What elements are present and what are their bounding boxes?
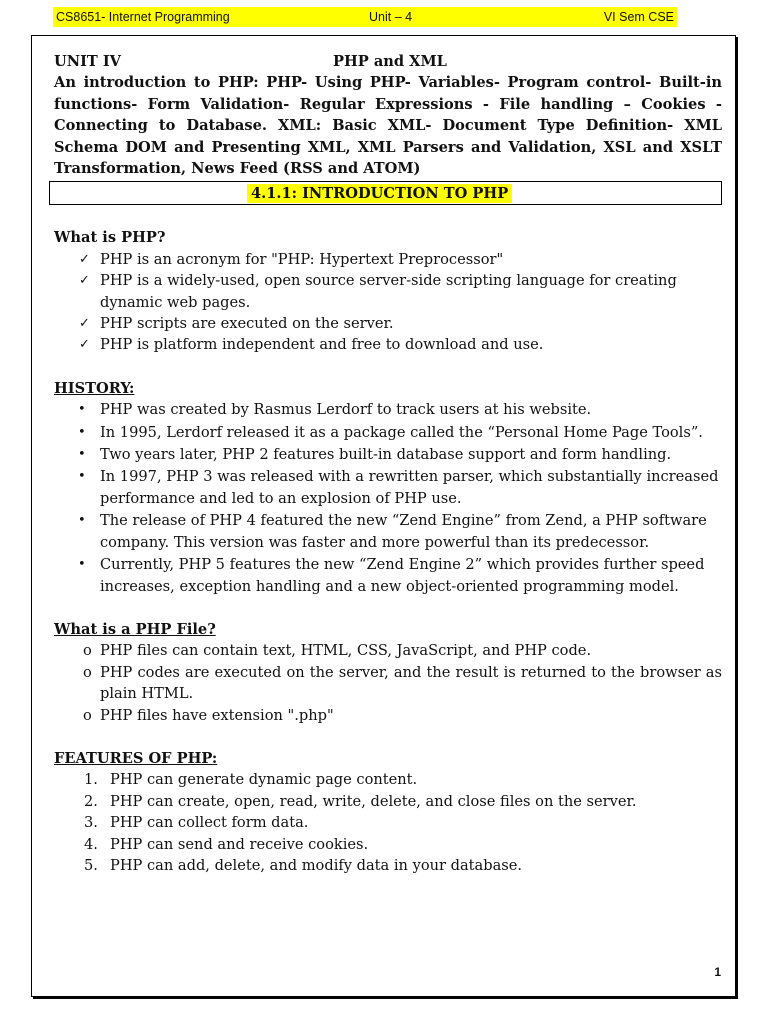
circle-bullet-icon: o xyxy=(83,663,92,681)
history-list xyxy=(54,399,722,597)
list-item: • The release of PHP 4 featured the new “Zend Engine” from Zend, a PHP software company. This version was faster and more powerful than its predecessor. xyxy=(78,512,707,551)
list-number: 1. xyxy=(84,771,98,789)
check-icon: ✓ xyxy=(79,273,90,289)
list-item: o PHP codes are executed on the server, and the result is returned to the browser as plain HTML. xyxy=(83,663,722,703)
header-unit: Unit – 4 xyxy=(369,10,413,24)
header-semester: VI Sem CSE xyxy=(603,10,674,24)
list-number: 4. xyxy=(84,835,98,853)
check-icon: ✓ xyxy=(79,251,90,267)
bullet-icon: • xyxy=(78,402,86,418)
php-file-list xyxy=(54,640,722,726)
history-heading: HISTORY: xyxy=(54,379,135,397)
what-is-php-list xyxy=(54,249,722,356)
bullet-icon: • xyxy=(78,447,86,463)
bullet-icon: • xyxy=(78,513,86,529)
list-item: 1. PHP can generate dynamic page content. xyxy=(54,769,722,790)
bullet-icon: • xyxy=(78,424,86,440)
unit-title: PHP and XML xyxy=(333,53,447,70)
list-item: o PHP files can contain text, HTML, CSS, JavaScript, and PHP code. xyxy=(54,640,722,661)
list-item: • PHP was created by Rasmus Lerdorf to track users at his website. xyxy=(54,399,722,420)
check-icon: ✓ xyxy=(79,316,90,332)
list-item: ✓ PHP scripts are executed on the server. xyxy=(54,313,722,334)
list-item: 5. PHP can add, delete, and modify data in your database. xyxy=(54,855,722,876)
unit-label: UNIT IV xyxy=(54,53,121,70)
list-item: ✓ PHP is platform independent and free to download and use. xyxy=(54,334,722,355)
list-item: 3. PHP can collect form data. xyxy=(54,812,722,833)
circle-bullet-icon: o xyxy=(83,706,92,724)
features-list xyxy=(54,769,722,876)
bullet-icon: • xyxy=(78,557,86,573)
check-icon: ✓ xyxy=(79,337,90,353)
circle-bullet-icon: o xyxy=(83,642,92,660)
header-course: CS8651- Internet Programming xyxy=(56,10,230,24)
list-item: ✓ PHP is a widely-used, open source server-side scripting language for creating dynamic web pages. xyxy=(79,272,677,311)
list-item: o PHP files have extension ".php" xyxy=(54,705,722,726)
document-body xyxy=(54,51,722,876)
list-item: • Two years later, PHP 2 features built-in database support and form handling. xyxy=(54,444,722,465)
list-item: ✓ PHP is an acronym for "PHP: Hypertext Preprocessor" xyxy=(54,249,722,270)
unit-title-line xyxy=(54,51,722,72)
section-title: 4.1.1: INTRODUCTION TO PHP xyxy=(247,184,512,203)
bullet-icon: • xyxy=(78,469,86,485)
list-number: 5. xyxy=(84,856,98,874)
section-title-box xyxy=(49,181,722,205)
list-number: 2. xyxy=(84,792,98,810)
list-number: 3. xyxy=(84,814,98,832)
syllabus-text: An introduction to PHP: PHP- Using PHP- Variables- Program control- Built-in functions- Form Validation- Regular Expressions - File handling – Cookies - Connecting to Database. XML: Basic XML- Document Type Definition- XML Schema DOM and Presenting XML, XML Parsers and Validation, XSL and XSLT Transformation, News Feed (RSS and ATOM) xyxy=(54,74,722,178)
page-number: 1 xyxy=(714,965,721,979)
features-heading: FEATURES OF PHP: xyxy=(54,749,218,767)
list-item: • Currently, PHP 5 features the new “Zend Engine 2” which provides further speed increases, exception handling and a new object-oriented programming model. xyxy=(78,556,705,595)
page-header xyxy=(53,7,677,27)
list-item: • In 1995, Lerdorf released it as a package called the “Personal Home Page Tools”. xyxy=(54,422,722,443)
list-item: • In 1997, PHP 3 was released with a rewritten parser, which substantially increased performance and led to an explosion of PHP use. xyxy=(78,468,719,507)
php-file-heading: What is a PHP File? xyxy=(54,620,216,638)
what-is-php-heading: What is PHP? xyxy=(54,229,166,247)
list-item: 4. PHP can send and receive cookies. xyxy=(54,834,722,855)
list-item: 2. PHP can create, open, read, write, delete, and close files on the server. xyxy=(54,791,722,812)
